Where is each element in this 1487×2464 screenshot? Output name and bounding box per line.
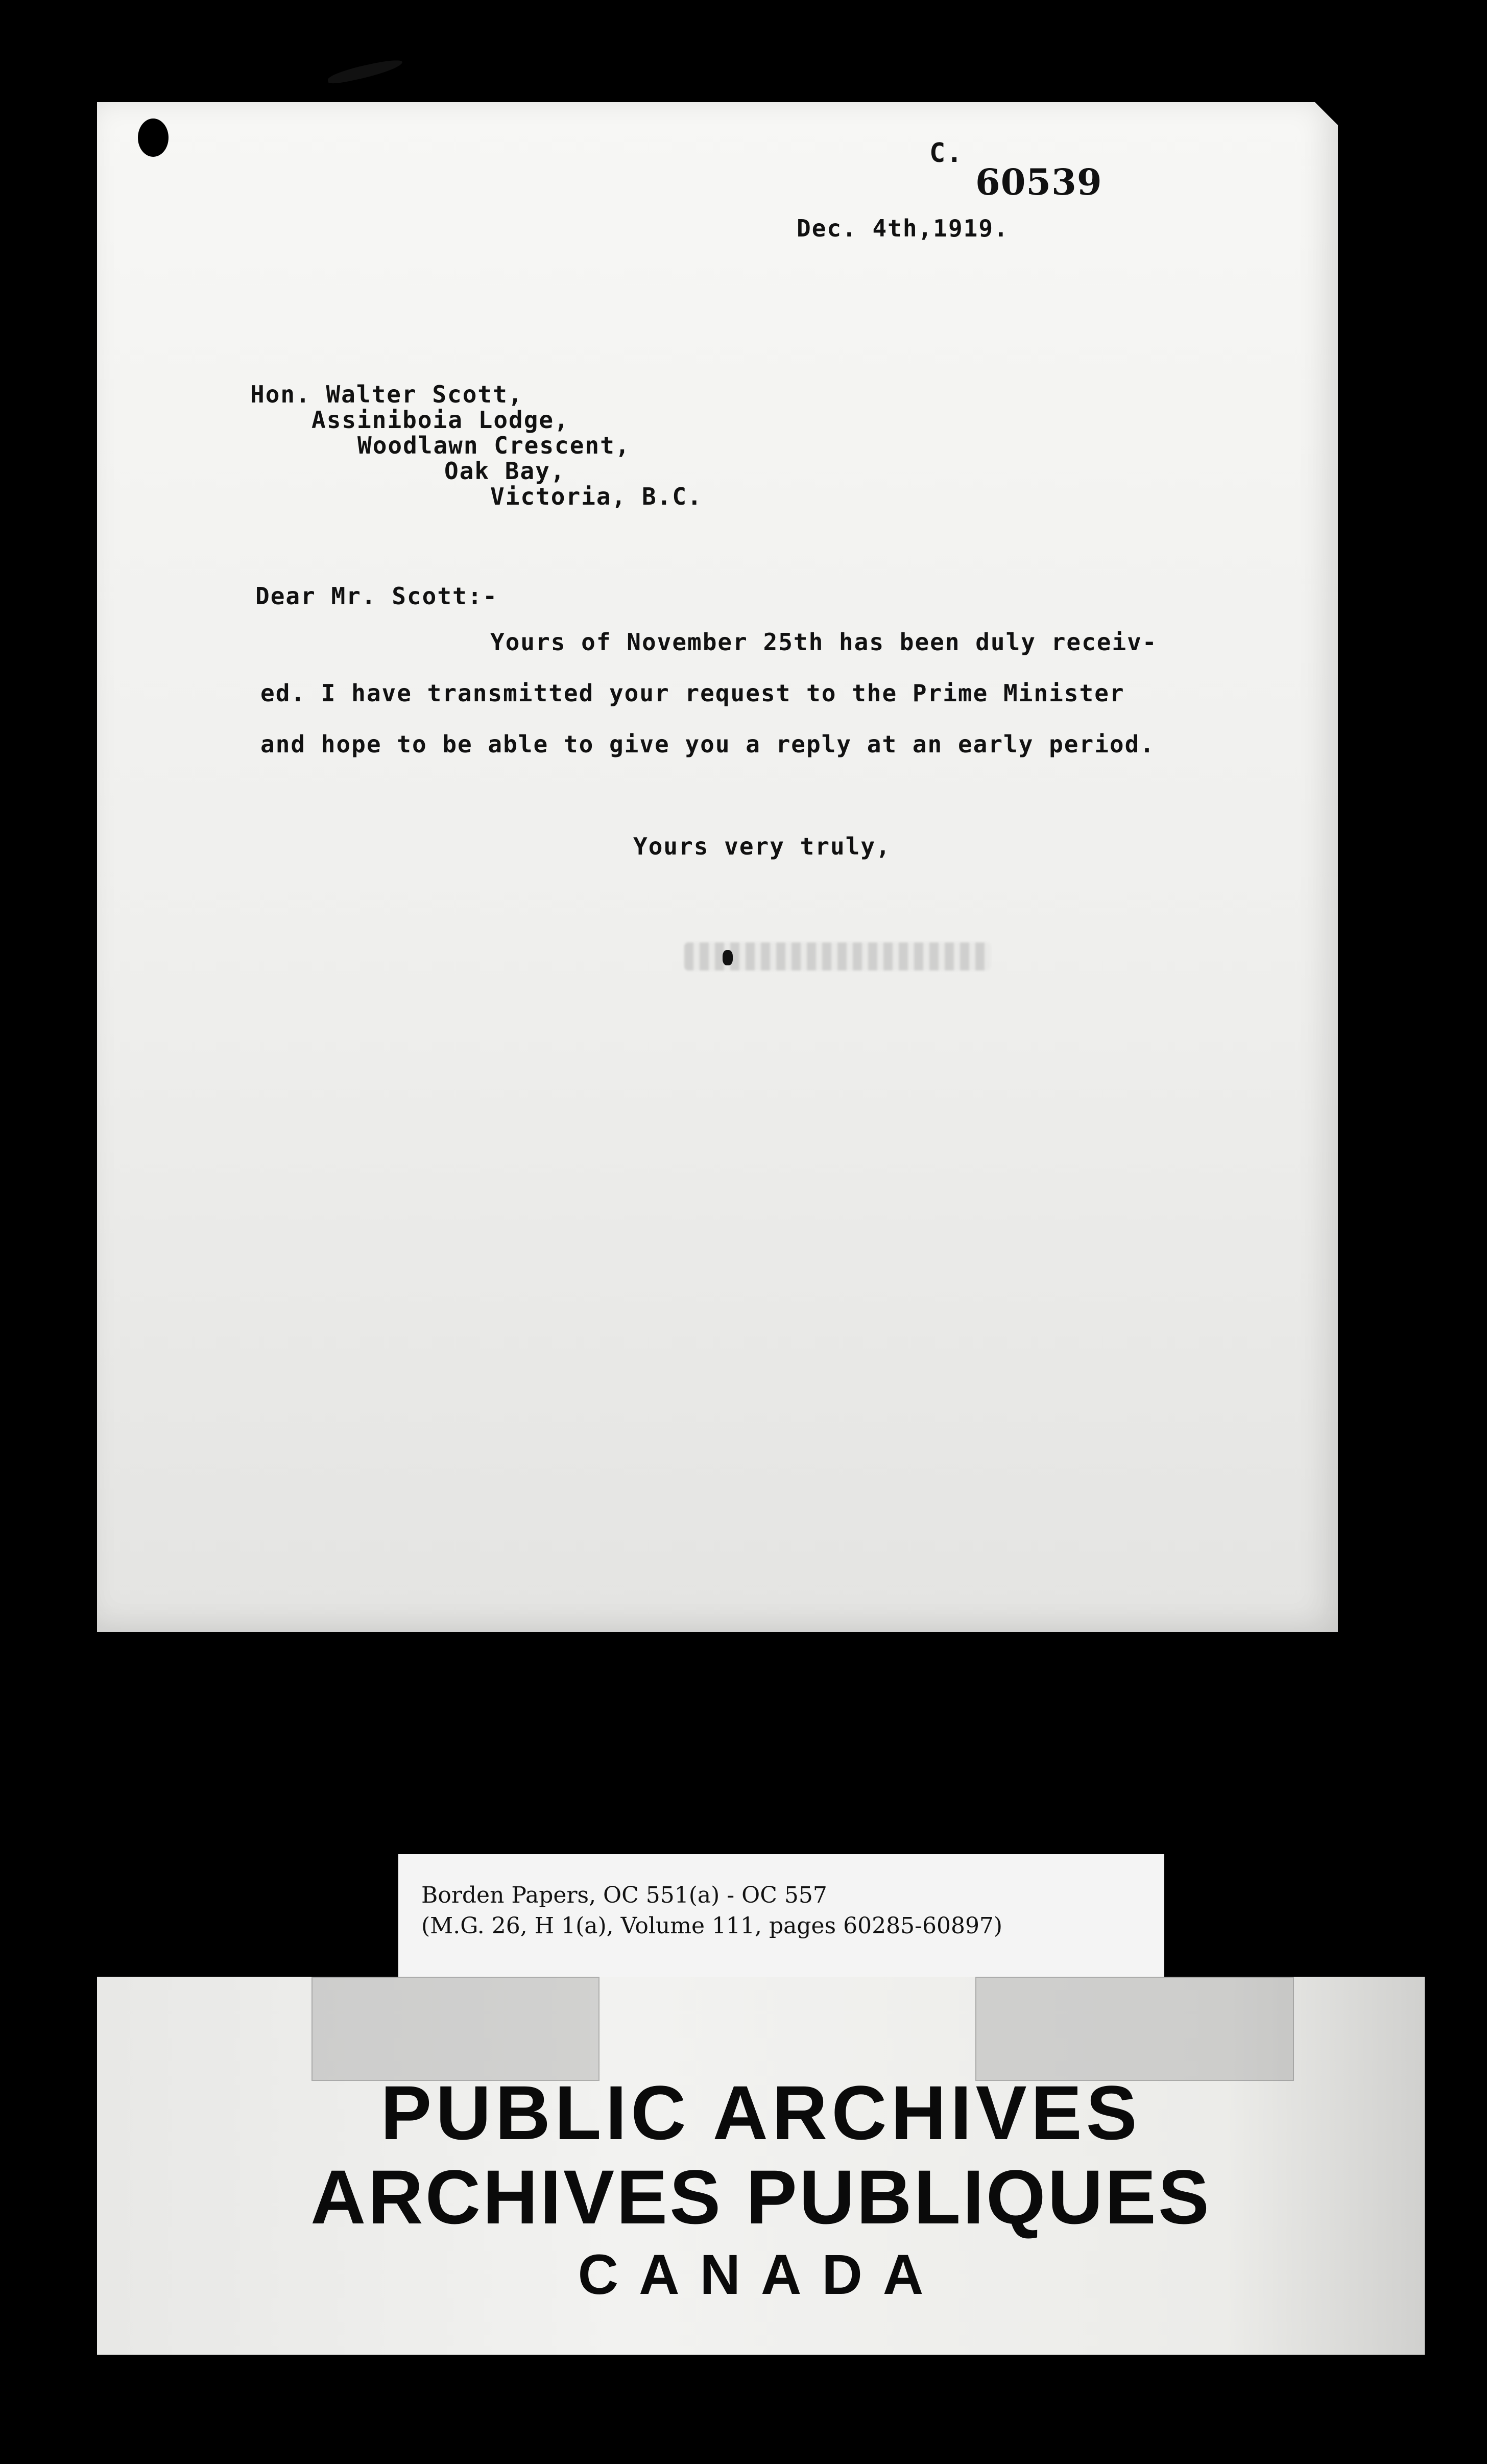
reference-line: Borden Papers, OC 551(a) - OC 557: [421, 1882, 827, 1908]
signature-ink-mark: [723, 950, 733, 965]
letter-page: [97, 102, 1338, 1632]
folded-corner: [1312, 100, 1343, 130]
salutation: Dear Mr. Scott:-: [255, 582, 498, 610]
body-line: ed. I have transmitted your request to the Prime Minister: [260, 679, 1125, 707]
tape-strip: [975, 1977, 1294, 2081]
archives-stamp-card: [97, 1977, 1425, 2355]
tape-strip: [311, 1977, 599, 2081]
punch-hole-mark: [138, 119, 169, 157]
ink-smudge-mark: [326, 58, 404, 86]
file-number: 60539: [975, 161, 1102, 203]
file-prefix: C.: [929, 138, 964, 169]
body-line: Yours of November 25th has been duly receiv-: [490, 628, 1158, 656]
reference-line: (M.G. 26, H 1(a), Volume 111, pages 60285-60897): [421, 1913, 1003, 1939]
body-line: and hope to be able to give you a reply at an early period.: [260, 730, 1155, 758]
address-line: Victoria, B.C.: [490, 483, 703, 510]
archives-french-title: ARCHIVES PUBLIQUES: [310, 2154, 1211, 2240]
closing: Yours very truly,: [633, 833, 891, 860]
reference-label: [398, 1854, 1164, 1977]
address-line: Hon. Walter Scott,: [250, 381, 523, 408]
address-line: Oak Bay,: [444, 457, 566, 485]
letter-date: Dec. 4th,1919.: [797, 215, 1009, 242]
archives-english-title: PUBLIC ARCHIVES: [380, 2070, 1141, 2155]
address-line: Woodlawn Crescent,: [357, 432, 631, 459]
address-line: Assiniboia Lodge,: [311, 406, 569, 434]
archives-country: CANADA: [578, 2243, 944, 2306]
